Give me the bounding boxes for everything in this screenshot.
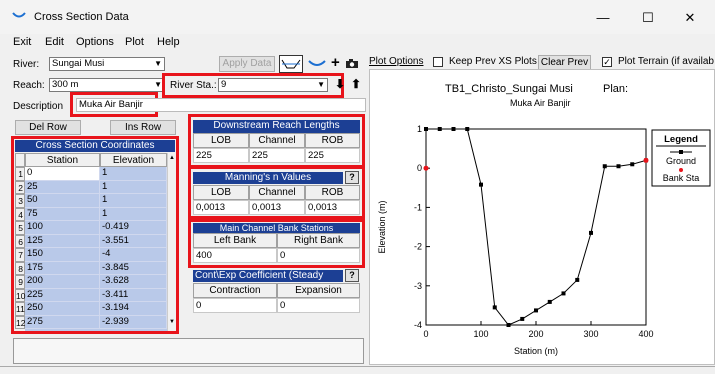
menu-plot[interactable]: Plot: [125, 36, 144, 48]
menu-edit[interactable]: Edit: [45, 36, 64, 48]
menu-help[interactable]: Help: [157, 36, 180, 48]
mannings-panel: [193, 172, 360, 215]
camera-icon[interactable]: [345, 58, 359, 69]
rob-mannings-input[interactable]: 0,0013: [305, 200, 360, 215]
grid-scrollbar[interactable]: [167, 153, 175, 331]
cross-section-app-icon: [12, 10, 26, 22]
rob-header: ROB: [305, 133, 360, 148]
bank-station-point: [644, 158, 649, 163]
elevation-cell[interactable]: -3.411: [100, 289, 167, 303]
plot-wse-toggle[interactable]: [279, 55, 303, 73]
rob-length-input[interactable]: 225: [305, 148, 360, 163]
scroll-up-icon[interactable]: ▲: [169, 155, 175, 161]
row-number[interactable]: 8: [15, 262, 25, 276]
left-bank-header: Left Bank: [193, 233, 277, 248]
xs-coordinates-grid: [15, 140, 175, 331]
elevation-cell[interactable]: -0.419: [100, 221, 167, 235]
chart-title: TB1_Christo_Sungai Musi: [445, 83, 573, 95]
river-label: River:: [13, 59, 40, 70]
reach-lengths-panel: [193, 120, 360, 163]
elevation-column-header[interactable]: Elevation: [100, 153, 167, 167]
table-row: [15, 262, 167, 276]
row-number[interactable]: 3: [15, 194, 25, 208]
chevron-down-icon: ▼: [154, 59, 162, 68]
station-cell[interactable]: 125: [25, 235, 100, 249]
station-cell[interactable]: 200: [25, 275, 100, 289]
plot-options-link[interactable]: Plot Options: [369, 56, 424, 67]
table-row: [15, 275, 167, 289]
xs-rows: [15, 167, 167, 329]
cross-section-chart: [370, 70, 715, 366]
elevation-cell[interactable]: -3.194: [100, 302, 167, 316]
mannings-header: Manning's n Values: [193, 172, 343, 184]
row-number[interactable]: 9: [15, 275, 25, 289]
chart-subtitle: Muka Air Banjir: [510, 98, 571, 108]
reach-lengths-header: Downstream Reach Lengths: [193, 120, 360, 133]
row-number[interactable]: 4: [15, 208, 25, 222]
ground-point: [438, 127, 442, 131]
description-input[interactable]: [76, 98, 366, 112]
elevation-cell[interactable]: 1: [100, 194, 167, 208]
chevron-down-icon: ▼: [154, 80, 162, 89]
xs-coordinates-header: Cross Section Coordinates: [15, 140, 175, 152]
legend-bank-label: Bank Sta: [662, 173, 700, 183]
table-row: [15, 181, 167, 195]
legend-ground-label: Ground: [665, 156, 697, 166]
clear-prev-button[interactable]: Clear Prev: [538, 55, 591, 70]
ground-point: [562, 291, 566, 295]
water-surface-icon[interactable]: [308, 58, 326, 70]
window-title: Cross Section Data: [34, 11, 129, 23]
y-axis-label: Elevation (m): [377, 200, 387, 254]
y-tick-label: -3: [413, 280, 422, 291]
keep-prev-checkbox[interactable]: [433, 57, 443, 67]
row-number-header: [15, 153, 25, 167]
cross-section-plot: [369, 69, 715, 365]
y-tick-label: 0: [416, 163, 422, 174]
y-tick-label: -1: [413, 202, 422, 213]
arrow-down-icon[interactable]: ⬇: [335, 77, 346, 91]
cont-exp-help-button[interactable]: ?: [345, 269, 359, 282]
row-number[interactable]: 12: [16, 317, 26, 328]
x-axis-label: Station (m): [513, 346, 559, 356]
legend-bank-marker: [679, 168, 683, 172]
row-number[interactable]: 6: [15, 235, 25, 249]
ground-point: [589, 231, 593, 235]
right-bank-input[interactable]: 0: [277, 248, 360, 263]
ground-point: [493, 305, 497, 309]
x-tick-label: 0: [423, 329, 429, 339]
xs-plot-icon: [280, 56, 302, 72]
ground-point: [575, 278, 579, 282]
status-bar: [0, 366, 715, 374]
river-sta-label: River Sta.:: [170, 80, 217, 91]
station-cell[interactable]: 275: [25, 316, 100, 330]
row-number[interactable]: 7: [15, 248, 25, 262]
lob-header: LOB: [193, 185, 249, 200]
close-button[interactable]: ✕: [684, 10, 696, 25]
chevron-down-icon: ▼: [317, 80, 325, 89]
ground-point: [424, 127, 428, 131]
rob-header: ROB: [305, 185, 360, 200]
station-cell[interactable]: 25: [25, 181, 100, 195]
river-value: Sungai Musi: [52, 58, 105, 69]
chart-plan-label: Plan:: [603, 83, 629, 95]
bank-station-point: [424, 166, 429, 171]
river-sta-value: 9: [221, 79, 227, 90]
ground-point: [465, 127, 469, 131]
station-cell[interactable]: 175: [25, 262, 100, 276]
ground-point: [630, 162, 634, 166]
table-row: [15, 248, 167, 262]
notes-box: [13, 338, 364, 364]
x-tick-label: 200: [528, 329, 544, 339]
ins-row-button[interactable]: Ins Row: [110, 120, 176, 135]
ground-point: [452, 127, 456, 131]
mannings-help-button[interactable]: ?: [345, 171, 359, 184]
elevation-cell[interactable]: 1: [100, 167, 167, 181]
menu-bar: [0, 34, 715, 52]
elevation-cell[interactable]: 1: [100, 181, 167, 195]
expansion-input[interactable]: 0: [277, 298, 360, 313]
contraction-input[interactable]: 0: [193, 298, 277, 313]
contraction-header: Contraction: [193, 283, 277, 298]
lob-mannings-input[interactable]: 0,0013: [193, 200, 249, 215]
station-cell[interactable]: 225: [25, 289, 100, 303]
description-label: Description: [13, 101, 64, 112]
ground-point: [507, 323, 511, 327]
channel-mannings-input[interactable]: 0,0013: [249, 200, 305, 215]
title-bar: [0, 0, 715, 34]
row-number[interactable]: 2: [15, 181, 25, 195]
scroll-down-icon[interactable]: ▼: [169, 319, 175, 325]
minimize-button[interactable]: —: [596, 10, 610, 25]
elevation-cell[interactable]: -3.845: [100, 262, 167, 276]
reach-value: 300 m: [52, 79, 79, 90]
reach-label: Reach:: [13, 80, 45, 91]
left-bank-input[interactable]: 400: [193, 248, 277, 263]
x-tick-label: 300: [583, 329, 599, 339]
ground-point: [603, 164, 607, 168]
channel-header: Channel: [249, 185, 305, 200]
elevation-cell[interactable]: -2.939: [100, 316, 167, 330]
ground-point: [617, 164, 621, 168]
del-row-button[interactable]: Del Row: [15, 120, 81, 135]
right-bank-header: Right Bank: [277, 233, 360, 248]
legend-title: Legend: [664, 134, 698, 145]
row-number[interactable]: 1: [15, 167, 25, 181]
y-tick-label: 1: [416, 124, 422, 134]
cont-exp-header: Cont\Exp Coefficient (Steady: [193, 270, 343, 282]
plot-terrain-checkbox[interactable]: ✓: [603, 57, 611, 67]
ground-point: [548, 300, 552, 304]
table-row: [15, 235, 167, 249]
maximize-button[interactable]: ☐: [642, 10, 654, 25]
ground-series-line: [426, 129, 646, 325]
bank-stations-panel: [193, 223, 360, 263]
description-value: Muka Air Banjir: [79, 99, 143, 110]
apply-data-button[interactable]: Apply Data: [219, 56, 275, 72]
lob-header: LOB: [193, 133, 249, 148]
river-sta-select[interactable]: [218, 78, 328, 92]
x-tick-label: 400: [638, 329, 654, 339]
legend-ground-marker: [679, 150, 683, 154]
station-cell[interactable]: 50: [25, 194, 100, 208]
row-number[interactable]: 10: [16, 290, 26, 301]
station-column-header[interactable]: Station: [25, 153, 100, 167]
keep-prev-label: Keep Prev XS Plots: [449, 56, 537, 67]
channel-length-input[interactable]: 225: [249, 148, 305, 163]
row-number[interactable]: 5: [15, 221, 25, 235]
station-cell[interactable]: 100: [25, 221, 100, 235]
table-row: [15, 302, 167, 316]
station-cell[interactable]: 0: [25, 167, 100, 181]
station-cell[interactable]: 75: [25, 208, 100, 222]
y-tick-label: -4: [413, 320, 422, 330]
table-row: [15, 289, 167, 303]
station-cell[interactable]: 250: [25, 302, 100, 316]
ground-point: [534, 308, 538, 312]
table-row: [15, 194, 167, 208]
menu-options[interactable]: Options: [76, 36, 114, 48]
cont-exp-panel: [193, 270, 360, 313]
plot-area: [426, 129, 646, 325]
river-select[interactable]: [49, 57, 165, 71]
plot-terrain-label: Plot Terrain (if availab: [618, 56, 714, 67]
table-row: [15, 316, 167, 330]
arrow-up-icon[interactable]: ⬆: [351, 77, 362, 91]
ground-point: [520, 317, 524, 321]
menu-exit[interactable]: Exit: [13, 36, 32, 48]
bank-stations-header: Main Channel Bank Stations: [193, 223, 360, 233]
ground-point: [479, 183, 483, 187]
elevation-cell[interactable]: -3.628: [100, 275, 167, 289]
add-icon[interactable]: +: [331, 54, 340, 71]
station-cell[interactable]: 150: [25, 248, 100, 262]
x-tick-label: 100: [473, 329, 489, 339]
expansion-header: Expansion: [277, 283, 360, 298]
reach-select[interactable]: [49, 78, 165, 92]
elevation-cell[interactable]: 1: [100, 208, 167, 222]
elevation-cell[interactable]: -3.551: [100, 235, 167, 249]
table-row: [15, 208, 167, 222]
elevation-cell[interactable]: -4: [100, 248, 167, 262]
channel-header: Channel: [249, 133, 305, 148]
table-row: [15, 221, 167, 235]
row-number[interactable]: 11: [16, 304, 25, 314]
y-tick-label: -2: [413, 241, 422, 252]
table-row: [15, 167, 167, 181]
lob-length-input[interactable]: 225: [193, 148, 249, 163]
